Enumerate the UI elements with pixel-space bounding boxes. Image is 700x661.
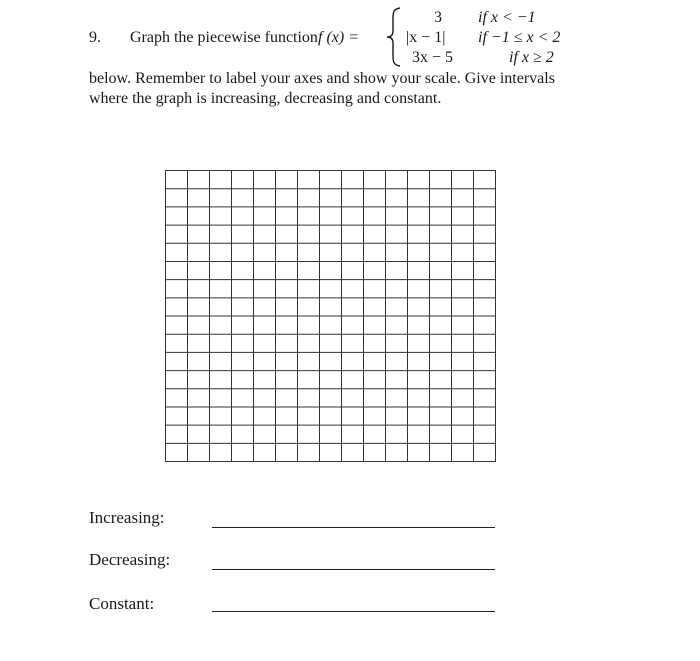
piece-2-expression: |x − 1| (406, 29, 446, 46)
graph-grid[interactable] (165, 170, 496, 462)
decreasing-label: Decreasing: (89, 550, 171, 569)
piece-2-condition: if −1 ≤ x < 2 (478, 29, 561, 46)
problem-number: 9. (89, 29, 101, 46)
problem-intro: Graph the piecewise function (130, 29, 318, 46)
decreasing-answer-line[interactable] (212, 569, 495, 570)
function-name: f (x) = (318, 29, 359, 46)
left-brace-icon (384, 7, 404, 67)
instructions-line-1: below. Remember to label your axes and show your scale. Give intervals (89, 70, 555, 87)
piece-3-expression: 3x − 5 (412, 49, 454, 66)
instructions-line-2: where the graph is increasing, decreasing and constant. (89, 90, 442, 107)
increasing-answer-line[interactable] (212, 527, 495, 528)
increasing-label: Increasing: (89, 508, 165, 527)
piece-1-condition: if x < −1 (478, 9, 536, 26)
piece-3-condition: if x ≥ 2 (509, 49, 554, 66)
constant-label: Constant: (89, 594, 155, 613)
piece-1-expression: 3 (434, 9, 442, 26)
constant-answer-line[interactable] (212, 611, 495, 612)
